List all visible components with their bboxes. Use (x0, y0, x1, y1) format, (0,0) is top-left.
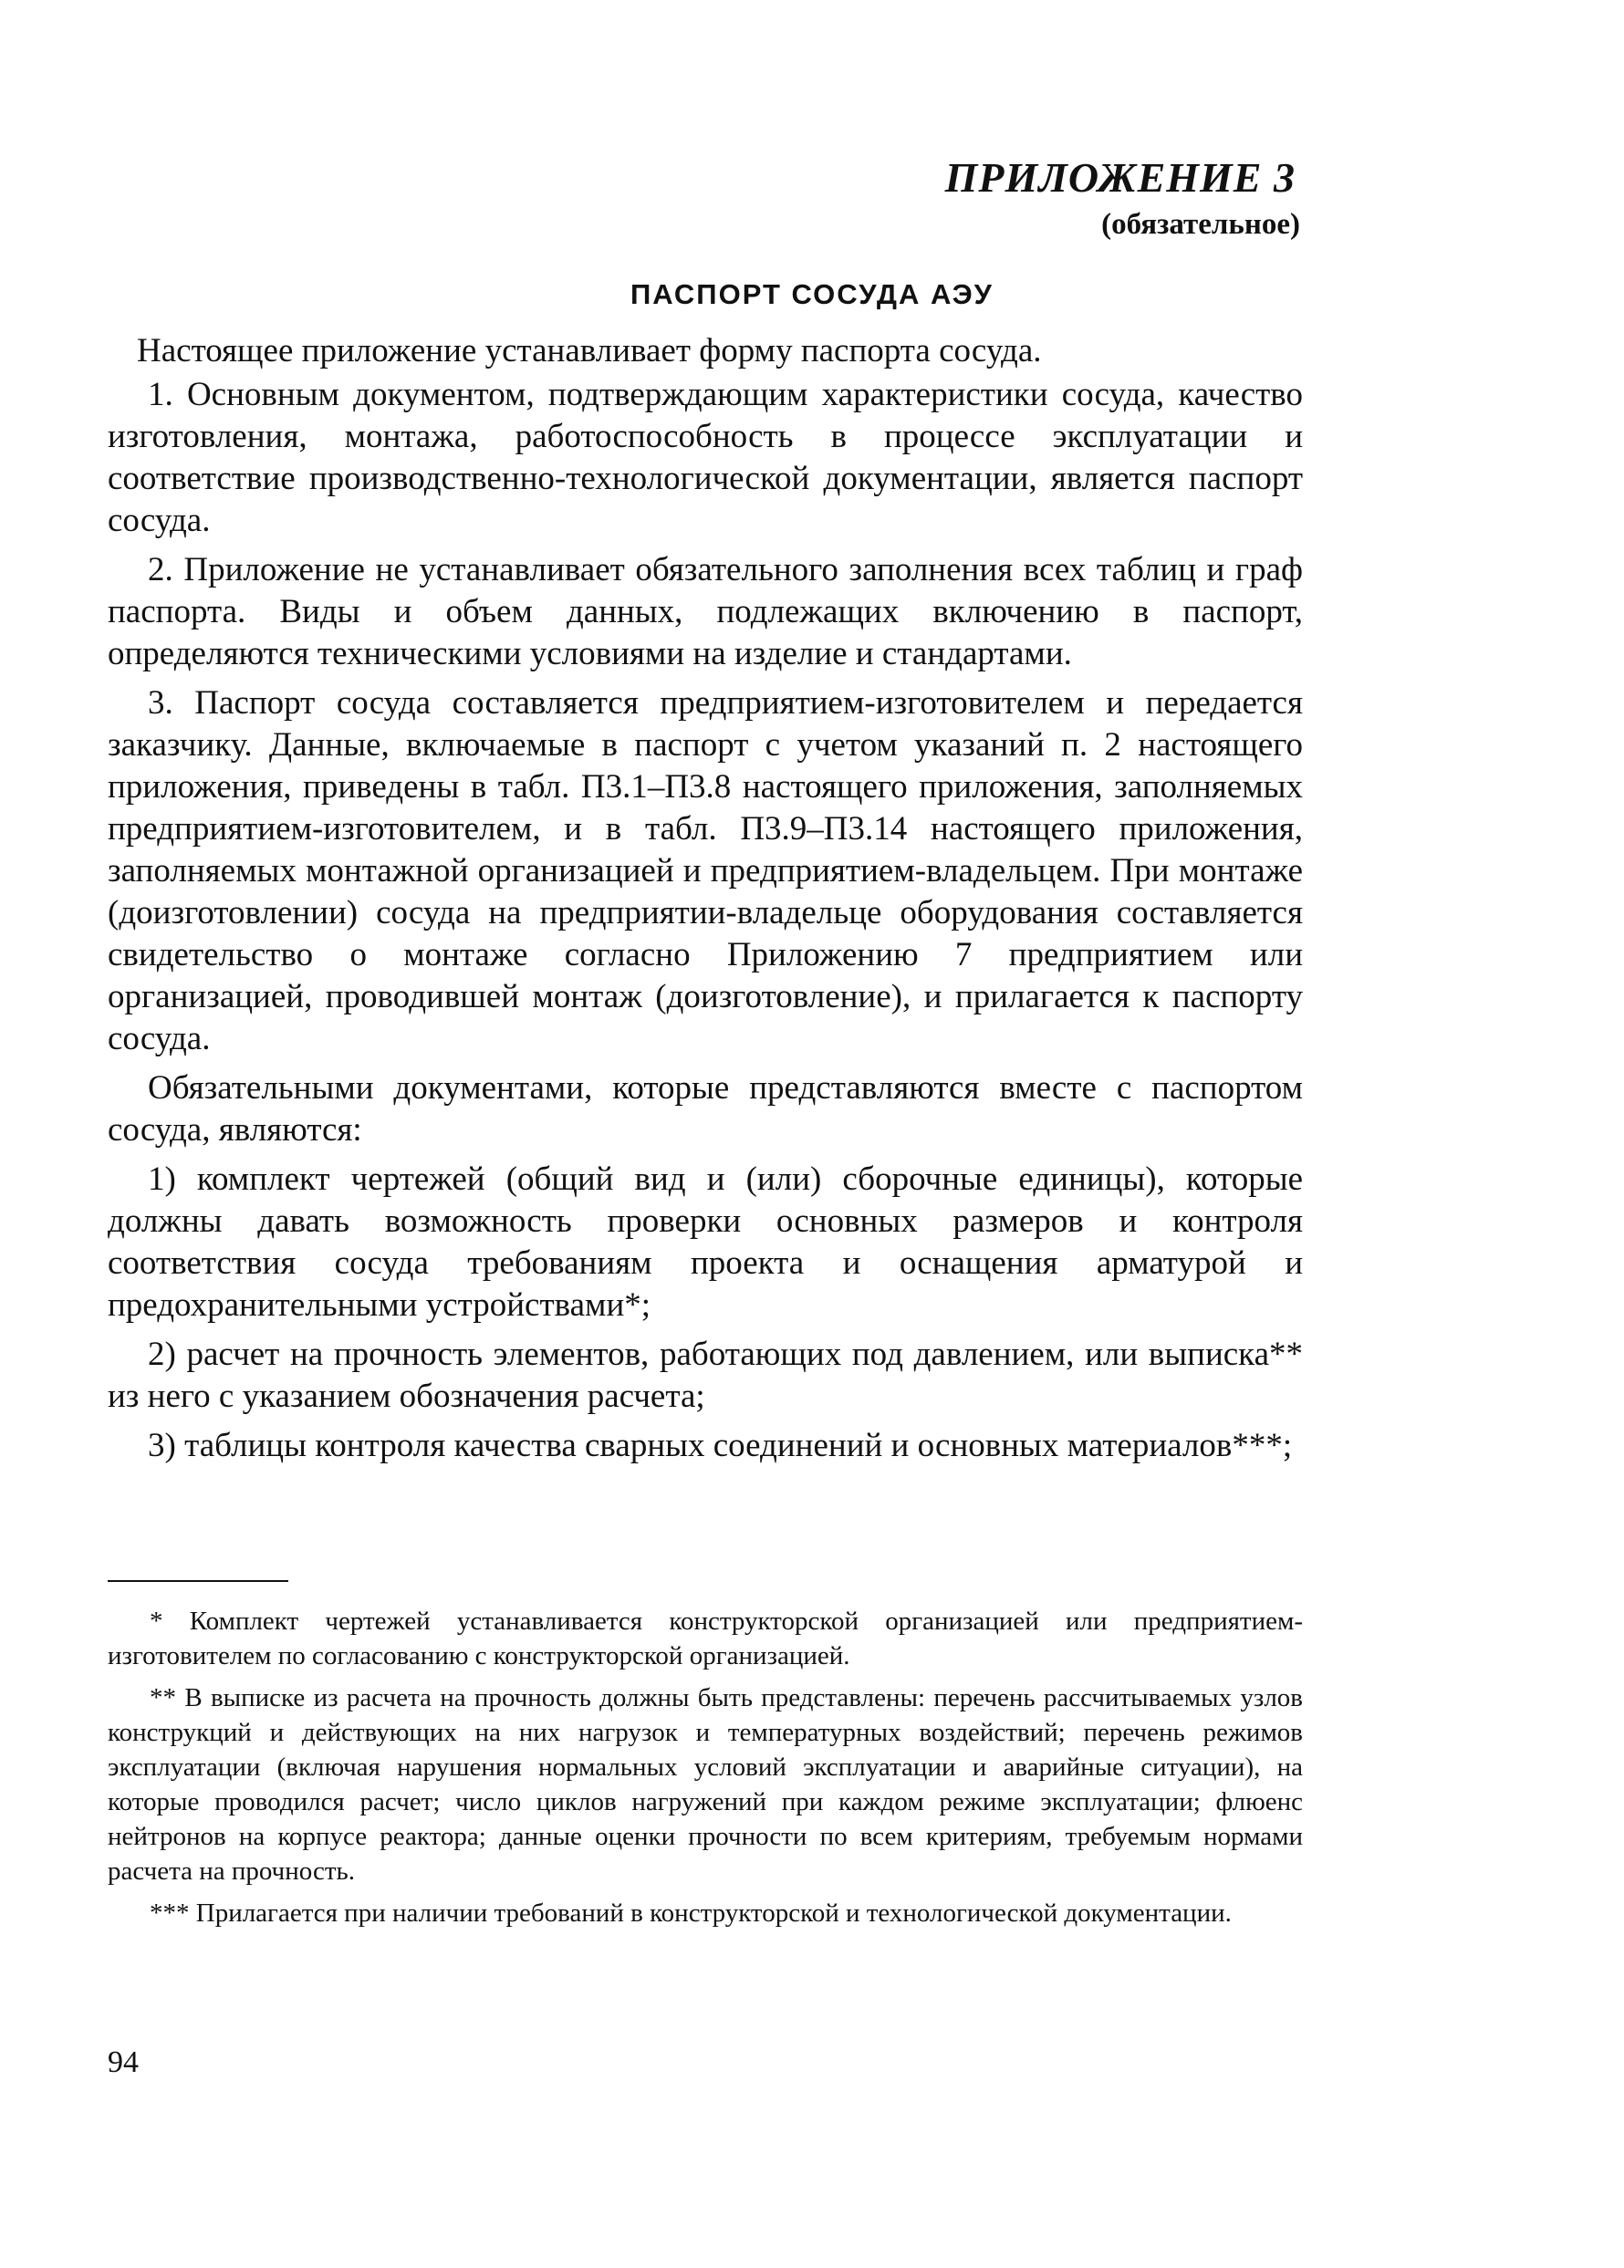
body-text (108, 330, 1303, 1474)
footnote-divider (108, 1580, 288, 1582)
appendix-subtitle: (обязательное) (1101, 208, 1300, 241)
document-heading: ПАСПОРТ СОСУДА АЭУ (630, 278, 994, 310)
page-number: 94 (108, 2045, 139, 2079)
footnote-3: *** Прилагается при наличии требований в конструкторской и технологической документации. (150, 1899, 1232, 1928)
paragraph-item-1: 1. Основным документом, подтверждающим характеристики сосуда, качество изготовления, монтажа, работоспособность в процессе эксплуатации и соответствие производственно-технологической документации, является паспорт сосуда. (108, 376, 1303, 539)
intro-paragraph: Настоящее приложение устанавливает форму паспорта сосуда. (137, 332, 1042, 369)
paragraph-item-3: 3. Паспорт сосуда составляется предприятием-изготовителем и передается заказчику. Данные, включаемые в паспорт с учетом указаний п. 2 настоящего приложения, приведены в табл. П3.1–П3.8 настоящего приложения, заполняемых предприятием-изготовителем, и в табл. П3.9–П3.14 настоящего приложения, заполняемых монтажной организацией и предприятием-владельцем. При монтаже (доизготовлении) сосуда на предприятии-владельце оборудования составляется свидетельство о монтаже согласно Приложению 7 предприятием или организацией, проводившей монтаж (доизготовление), и прилагается к паспорту сосуда. (108, 684, 1303, 1057)
appendix-title: ПРИЛОЖЕНИЕ 3 (944, 154, 1296, 201)
paragraph-item-2: 2. Приложение не устанавливает обязательного заполнения всех таблиц и граф паспорта. Виды и объем данных, подлежащих включению в паспорт, определяются техническими условиями на изделие и стандартами. (108, 551, 1303, 672)
required-document-3: 3) таблицы контроля качества сварных соединений и основных материалов***; (148, 1427, 1293, 1464)
footnote-1: * Комплект чертежей устанавливается конструкторской организацией или предприятием-изготовителем по согласованию с конструкторской организацией. (108, 1607, 1303, 1670)
footnotes (108, 1604, 1303, 1938)
footnote-2: ** В выписке из расчета на прочность должны быть представлены: перечень рассчитываемых узлов конструкций и действующих на них нагрузок и температурных воздействий; перечень режимов эксплуатации (включая нарушения нормальных условий эксплуатации и аварийные ситуации), на которые проводился расчет; число циклов нагружений при каждом режиме эксплуатации; флюенс нейтронов на корпусе реактора; данные оценки прочности по всем критериям, требуемым нормами расчета на прочность. (108, 1683, 1303, 1886)
required-document-2: 2) расчет на прочность элементов, работающих под давлением, или выписка** из него с указанием обозначения расчета; (108, 1336, 1303, 1415)
required-documents-intro: Обязательными документами, которые представляются вместе с паспортом сосуда, являются: (108, 1069, 1303, 1149)
required-document-1: 1) комплект чертежей (общий вид и (или) сборочные единицы), которые должны давать возможность проверки основных размеров и контроля соответствия сосуда требованиям проекта и оснащения арматурой и предохранительными устройствами*; (108, 1160, 1303, 1324)
